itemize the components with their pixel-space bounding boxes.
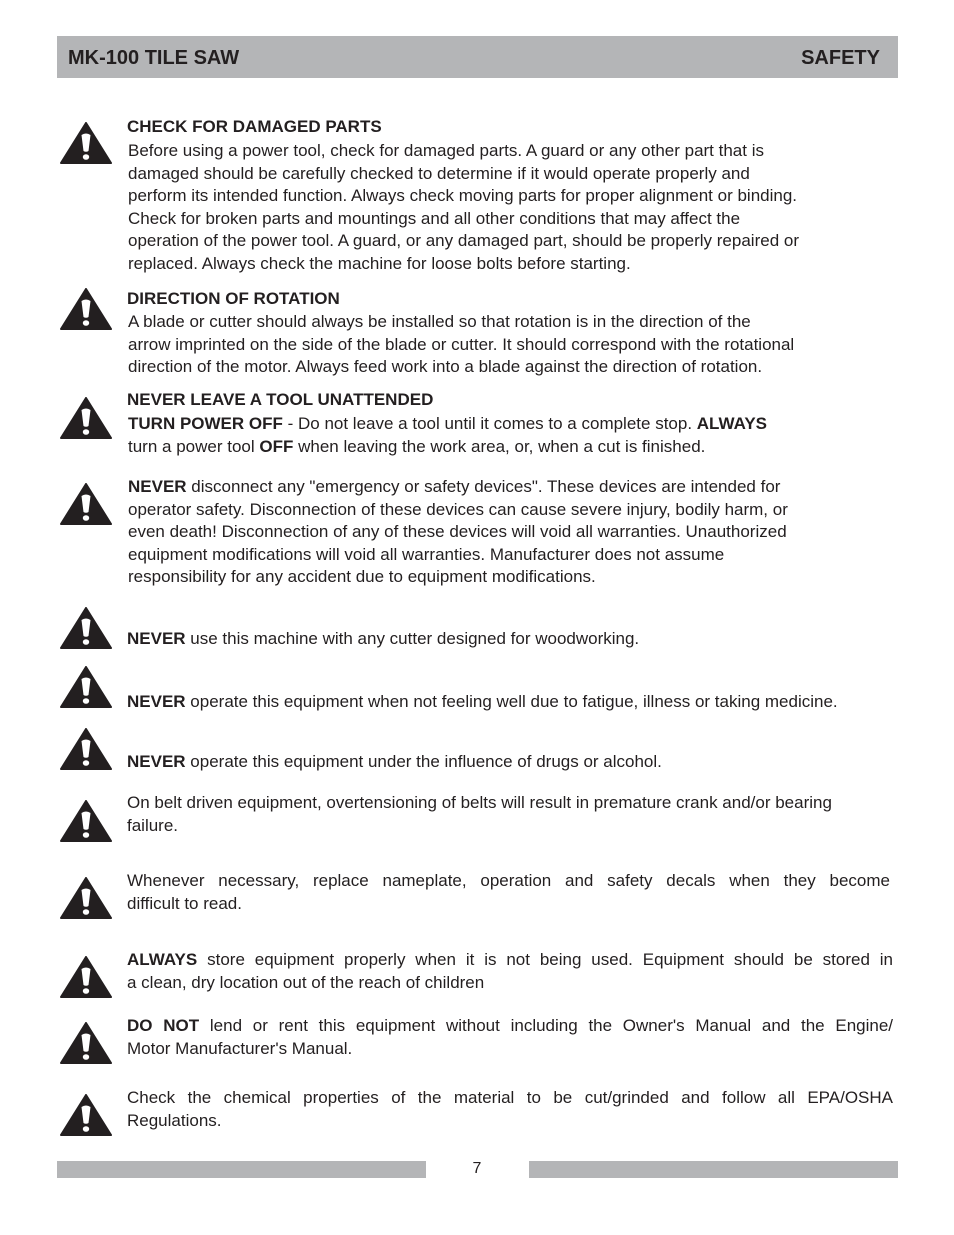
header-title: MK-100 TILE SAW [68,47,240,69]
text-line [127,751,662,774]
section-title-rotation: DIRECTION OF ROTATION [127,289,340,308]
text-line [127,949,893,972]
text-line: a clean, dry location out of the reach of children [127,972,485,992]
text-line: arrow imprinted on the side of the blade or cutter. It should correspond with the rotational [128,334,795,354]
damaged-parts-text [128,140,799,275]
text-line [128,476,788,499]
emphasis: NEVER [127,629,186,648]
text-line: operation of the power tool. A guard, or any damaged part, should be properly repaired or [128,231,799,250]
text: use this machine with any cutter designed for woodworking. [185,629,640,648]
section-title-unattended: NEVER LEAVE A TOOL UNATTENDED [127,390,434,409]
text: lend or rent this equipment without including the Owner's Manual and the Engine/ [199,1016,894,1035]
text-line: Before using a power tool, check for damaged parts. A guard or any other part that is [128,141,764,160]
warning-triangle-icon [60,1022,112,1064]
emphasis: NEVER [128,477,187,496]
text-line [128,413,767,436]
emphasis: DO NOT [127,1016,200,1035]
warning-triangle-icon [60,122,112,164]
store-text [127,949,893,994]
emphasis: NEVER [127,692,186,711]
warning-triangle-icon [60,483,112,525]
text-line: Regulations. [127,1110,222,1130]
text-line: operator safety. Disconnection of these devices can cause severe injury, bodily harm, or [128,499,788,519]
text-line: Check the chemical properties of the material to be cut/grinded and follow all EPA/OSHA [127,1088,893,1107]
unattended-text [128,413,767,458]
text-line: Whenever necessary, replace nameplate, operation and safety decals when they become [127,871,890,890]
warning-triangle-icon [60,397,112,439]
warning-triangle-icon [60,607,112,649]
emphasis: OFF [259,436,294,456]
text-line: responsibility for any accident due to equipment modifications. [128,567,596,586]
text-line: equipment modifications will void all warranties. Manufacturer does not assume [128,544,725,564]
text-line: damaged should be carefully checked to determine if it would operate properly and [128,163,750,183]
text-line: difficult to read. [127,893,242,913]
emphasis: ALWAYS [696,414,768,433]
emphasis: TURN POWER OFF [128,414,283,433]
text-line [127,1015,893,1038]
text-line: replaced. Always check the machine for loose bolts before starting. [128,253,631,273]
rotation-text [128,311,794,379]
emphasis: NEVER [127,752,186,771]
chemical-text [127,1087,893,1132]
warning-triangle-icon [60,728,112,770]
decals-text [127,870,890,915]
emphasis: ALWAYS [127,950,198,969]
text-line: Motor Manufacturer's Manual. [127,1038,353,1058]
text: disconnect any "emergency or safety devices". These devices are intended for [186,477,781,496]
warning-triangle-icon [60,288,112,330]
belt-text [127,792,832,837]
warning-triangle-icon [60,800,112,842]
page-number: 7 [472,1160,482,1177]
lend-text [127,1015,893,1060]
text-line: A blade or cutter should always be installed so that rotation is in the direction of the [128,312,751,331]
text-line: Check for broken parts and mountings and all other conditions that may affect the [128,208,741,228]
text-line [127,628,639,651]
text: when leaving the work area, or, when a cut is finished. [293,436,706,456]
warning-triangle-icon [60,877,112,919]
section-title-damaged-parts: CHECK FOR DAMAGED PARTS [127,117,382,136]
text: - Do not leave a tool until it comes to a complete stop. [282,414,697,433]
text-line: direction of the motor. Always feed work into a blade against the direction of rotation. [128,357,763,376]
page-header [57,36,898,78]
woodworking-text [127,628,639,651]
drugs-text [127,751,662,774]
text-line: On belt driven equipment, overtensioning of belts will result in premature crank and/or bearing [127,793,832,812]
text: operate this equipment under the influence of drugs or alcohol. [185,752,662,771]
text: store equipment properly when it is not being used. Equipment should be stored in [197,950,893,969]
fatigue-text [127,691,838,714]
header-section: SAFETY [801,47,880,69]
warning-triangle-icon [60,666,112,708]
text: turn a power tool [128,436,260,456]
text-line: perform its intended function. Always check moving parts for proper alignment or binding. [128,186,798,205]
text-line [127,691,838,714]
text-line [128,436,767,459]
warning-triangle-icon [60,1094,112,1136]
text-line: failure. [127,815,179,835]
text-line: even death! Disconnection of any of these devices will void all warranties. Unauthorized [128,522,787,541]
text: operate this equipment when not feeling well due to fatigue, illness or taking medicine. [185,692,838,711]
disconnect-text [128,476,788,589]
warning-triangle-icon [60,956,112,998]
